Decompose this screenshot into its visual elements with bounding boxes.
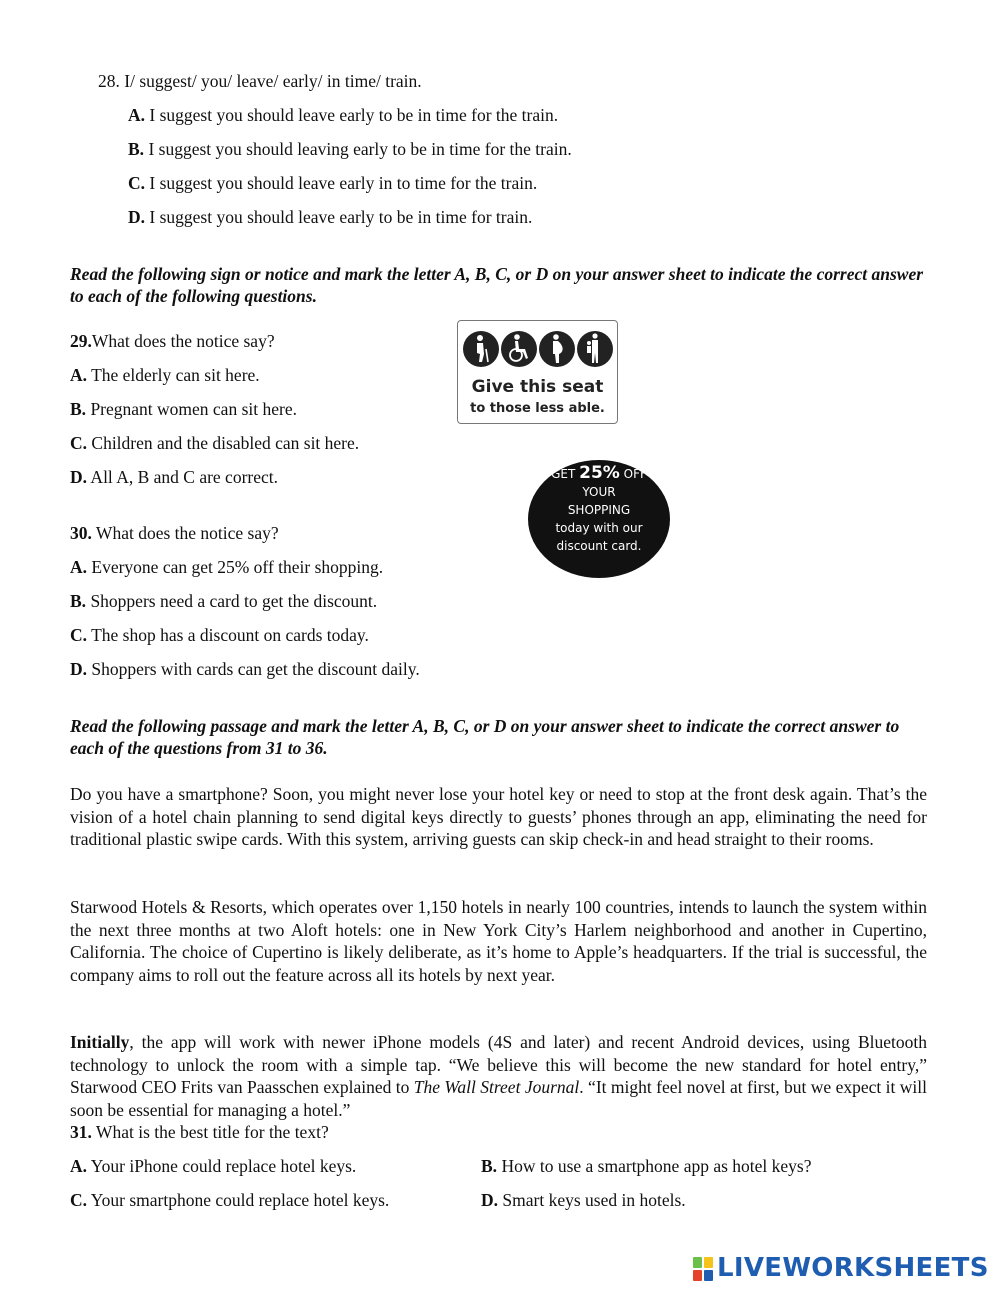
q31-option-d[interactable]: D. Smart keys used in hotels. [481, 1190, 686, 1210]
instruction-passage: Read the following passage and mark the letter A, B, C, or D on your answer sheet to indicate the correct answer to each of the questions from 31 to 36. [70, 716, 900, 758]
discount-line2: YOUR [582, 485, 616, 499]
liveworksheets-wordmark: LIVEWORKSHEETS [717, 1253, 989, 1283]
priority-seat-sign [457, 320, 618, 424]
q30-option-d[interactable]: D. Shoppers with cards can get the discount daily. [70, 659, 420, 679]
q28-option-a[interactable]: A. I suggest you should leave early to be in time for the train. [128, 105, 559, 125]
q30-option-b[interactable]: B. Shoppers need a card to get the discount. [70, 591, 378, 611]
passage-paragraph-2: Starwood Hotels & Resorts, which operates over 1,150 hotels in nearly 100 countries, intends to launch the system within the next three months at two Aloft hotels: one in New York City’s Harlem neighborhood and another in Cupertino, California. The choice of Cupertino is likely deliberate, as it’s home to Apple’s headquarters. If the trial is successful, the company aims to roll out the feature across all its hotels by next year. [70, 897, 927, 985]
q30-option-a[interactable]: A. Everyone can get 25% off their shopping. [70, 557, 384, 577]
passage-paragraph-3: Initially, the app will work with newer iPhone models (4S and later) and recent Android devices, using Bluetooth technology to unlock the room with a simple tap. “We believe this will become the new standard for hotel entry,” Starwood CEO Frits van Paasschen explained to The Wall Street Journal. “It might feel novel at first, but we expect it will soon be essential for managing a hotel.” [70, 1032, 927, 1120]
q30-stem: 30. What does the notice say? [70, 523, 279, 543]
q30-option-c[interactable]: C. The shop has a discount on cards today. [70, 625, 369, 645]
elderly-person-icon [463, 331, 499, 367]
q28-option-d[interactable]: D. I suggest you should leave early to be in time for train. [128, 207, 533, 227]
q29-option-c[interactable]: C. Children and the disabled can sit here. [70, 433, 360, 453]
q31-stem: 31. What is the best title for the text? [70, 1122, 329, 1142]
pregnant-woman-icon [539, 331, 575, 367]
instruction-signs: Read the following sign or notice and mark the letter A, B, C, or D on your answer sheet to indicate the correct answer to each of the following questions. [70, 264, 924, 306]
q31-option-c[interactable]: C. Your smartphone could replace hotel keys. [70, 1190, 390, 1210]
q28-option-c[interactable]: C. I suggest you should leave early in to time for the train. [128, 173, 538, 193]
q31-option-b[interactable]: B. How to use a smartphone app as hotel keys? [481, 1156, 812, 1176]
passage-paragraph-1: Do you have a smartphone? Soon, you might never lose your hotel key or need to stop at the front desk again. That’s the vision of a hotel chain planning to send digital keys directly to guests’ phones through an app, eliminating the need for traditional plastic swipe cards. With this system, arriving guests can skip check-in and head straight to their rooms. [70, 784, 927, 849]
q29-option-a[interactable]: A. The elderly can sit here. [70, 365, 260, 385]
q29-option-b[interactable]: B. Pregnant women can sit here. [70, 399, 297, 419]
discount-sign [528, 460, 670, 578]
wheelchair-icon [501, 331, 537, 367]
q28-option-b[interactable]: B. I suggest you should leaving early to be in time for the train. [128, 139, 572, 159]
seat-sign-line2: to those less able. [470, 401, 605, 416]
parent-with-child-icon [577, 331, 613, 367]
liveworksheets-mark-icon [693, 1257, 713, 1281]
seat-sign-icons [462, 329, 614, 369]
q29-option-d[interactable]: D. All A, B and C are correct. [70, 467, 279, 487]
seat-sign-line1: Give this seat [471, 377, 604, 397]
discount-line1: GET 25% OFF [551, 463, 647, 483]
q29-stem: 29.What does the notice say? [70, 331, 275, 351]
discount-line5: discount card. [556, 539, 642, 553]
q31-option-a[interactable]: A. Your iPhone could replace hotel keys. [70, 1156, 357, 1176]
discount-line4: today with our [555, 521, 643, 535]
q28-stem: 28. I/ suggest/ you/ leave/ early/ in time/ train. [98, 71, 422, 91]
discount-line3: SHOPPING [567, 503, 631, 517]
